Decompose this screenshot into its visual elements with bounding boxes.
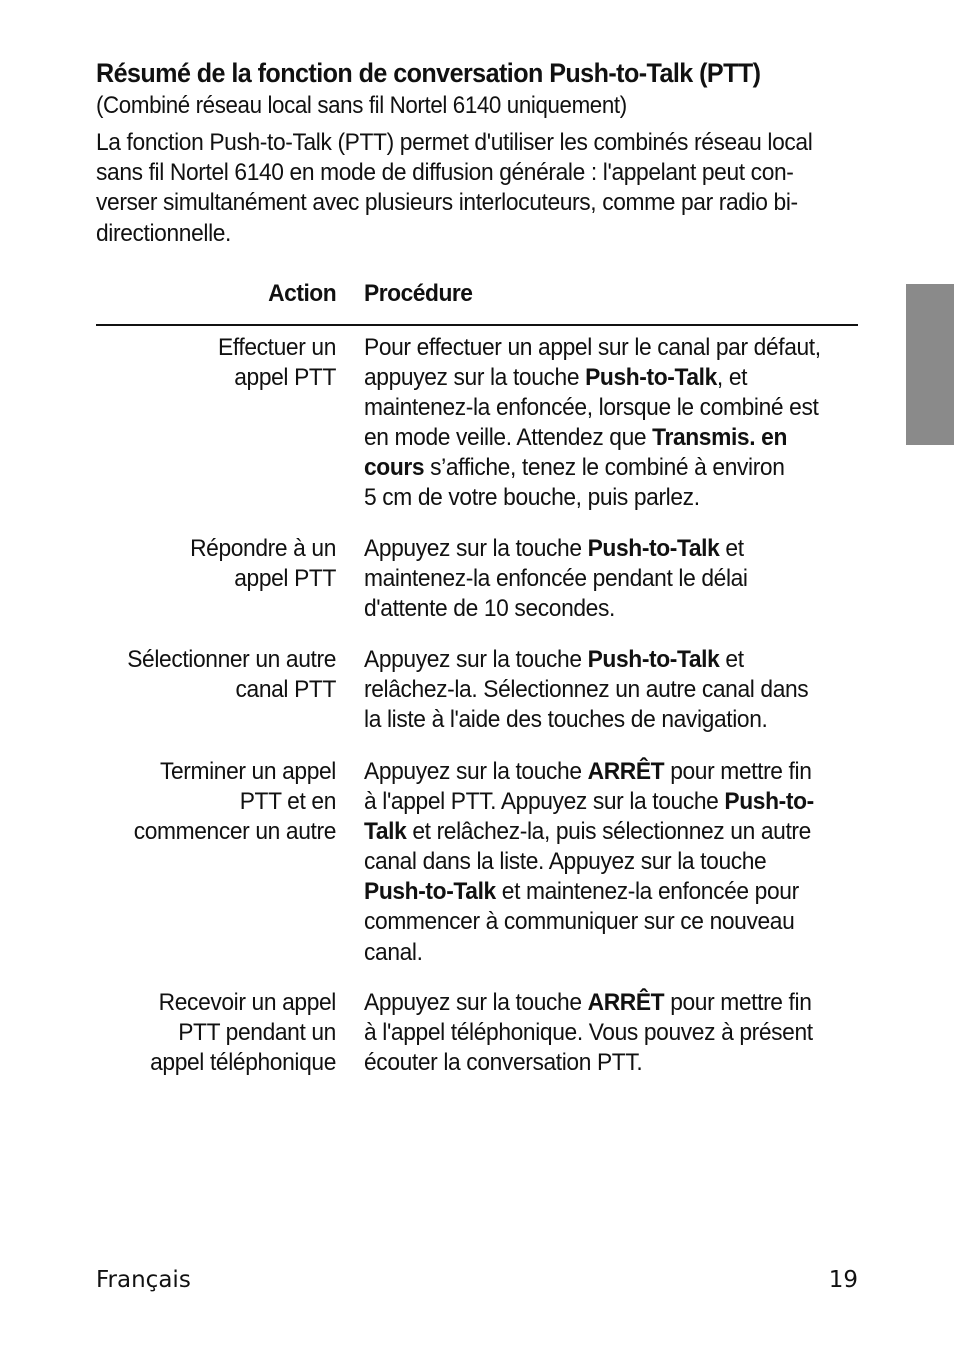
procedure-line xyxy=(364,333,843,363)
table-header xyxy=(96,278,858,312)
procedure-text: et xyxy=(719,646,744,673)
action-line: canal PTT xyxy=(235,676,336,704)
key-name: Talk xyxy=(364,818,407,846)
intro-paragraph xyxy=(96,128,857,249)
key-name: Push-to-Talk xyxy=(585,364,717,392)
action-line: commencer un autre xyxy=(133,818,336,846)
intro-line: verser simultanément avec plusieurs interlocuteurs, comme par radio bi- xyxy=(96,189,798,217)
key-name: cours xyxy=(364,454,425,482)
procedure-line xyxy=(364,938,843,968)
procedure-text: Appuyez sur la touche xyxy=(364,535,588,562)
page-subtitle: (Combiné réseau local sans fil Nortel 6140 uniquement) xyxy=(96,92,627,119)
intro-line: La fonction Push-to-Talk (PTT) permet d'utiliser les combinés réseau local xyxy=(96,129,813,156)
procedure-line xyxy=(364,564,843,594)
procedure-line xyxy=(364,877,843,907)
procedure-line xyxy=(364,847,843,877)
procedure-cell xyxy=(364,333,843,514)
procedure-text: s’affiche, tenez le combiné à environ xyxy=(424,454,785,482)
procedure-text: écouter la conversation PTT. xyxy=(364,1049,643,1077)
section-tab-marker xyxy=(906,284,954,445)
procedure-text: pour mettre fin xyxy=(664,758,812,785)
procedure-line xyxy=(364,594,843,624)
procedure-text: Appuyez sur la touche xyxy=(364,989,588,1016)
action-cell xyxy=(94,645,336,705)
action-cell xyxy=(94,333,336,393)
procedure-line xyxy=(364,1048,843,1078)
procedure-line xyxy=(364,453,843,483)
page-title: Résumé de la fonction de conversation Push-to-Talk (PTT) xyxy=(96,58,761,88)
procedure-text: 5 cm de votre bouche, puis parlez. xyxy=(364,484,700,512)
procedure-text: maintenez-la enfoncée, lorsque le combiné est xyxy=(364,394,819,422)
procedure-text: Pour effectuer un appel sur le canal par défaut, xyxy=(364,334,821,361)
procedure-line xyxy=(364,1018,843,1048)
procedure-line xyxy=(364,393,843,423)
procedure-cell xyxy=(364,534,843,624)
action-line: appel téléphonique xyxy=(150,1049,336,1077)
procedure-text: commencer à communiquer sur ce nouveau xyxy=(364,908,795,936)
procedure-line xyxy=(364,645,843,675)
action-cell xyxy=(94,757,336,847)
procedure-text: canal dans la liste. Appuyez sur la touche xyxy=(364,848,767,876)
procedure-text: , et xyxy=(716,364,748,392)
procedure-cell xyxy=(364,757,843,968)
action-cell xyxy=(94,534,336,594)
procedure-line xyxy=(364,817,843,847)
procedure-text: et maintenez-la enfoncée pour xyxy=(495,878,799,906)
procedure-text: et xyxy=(719,535,744,562)
procedure-text: Appuyez sur la touche xyxy=(364,758,588,785)
procedure-line xyxy=(364,787,843,817)
column-header-procedure: Procédure xyxy=(364,280,473,307)
procedure-line xyxy=(364,705,843,735)
procedure-line xyxy=(364,988,843,1018)
action-line: Sélectionner un autre xyxy=(127,646,336,673)
key-name: ARRÊT xyxy=(587,989,665,1016)
action-line: Terminer un appel xyxy=(159,758,336,785)
key-name: Push-to-Talk xyxy=(587,646,720,673)
procedure-text: d'attente de 10 secondes. xyxy=(364,595,615,623)
procedure-line xyxy=(364,423,843,453)
procedure-text: canal. xyxy=(364,938,423,966)
procedure-text: à l'appel PTT. Appuyez sur la touche xyxy=(364,788,725,816)
intro-line: sans fil Nortel 6140 en mode de diffusion générale : l'appelant peut con- xyxy=(96,159,794,187)
procedure-text: relâchez-la. Sélectionnez un autre canal dans xyxy=(364,676,809,704)
footer-language: Français xyxy=(96,1267,191,1293)
procedure-text: la liste à l'aide des touches de navigation. xyxy=(364,706,768,734)
action-line: appel PTT xyxy=(234,364,336,392)
procedure-cell xyxy=(364,988,843,1078)
procedure-cell xyxy=(364,645,843,735)
procedure-text: et relâchez-la, puis sélectionnez un autre xyxy=(406,818,811,846)
procedure-line xyxy=(364,757,843,787)
key-name: ARRÊT xyxy=(587,758,665,785)
action-line: PTT pendant un xyxy=(178,1019,336,1047)
procedure-text: à l'appel téléphonique. Vous pouvez à présent xyxy=(364,1019,813,1047)
procedure-text: en mode veille. Attendez que xyxy=(364,424,653,452)
key-name: Push-to-Talk xyxy=(587,535,720,562)
action-line: Recevoir un appel xyxy=(158,989,336,1016)
column-header-action: Action xyxy=(267,280,336,307)
action-line: Effectuer un xyxy=(218,334,336,361)
action-cell xyxy=(94,988,336,1078)
header-divider xyxy=(96,324,858,326)
procedure-text: Appuyez sur la touche xyxy=(364,646,588,673)
action-line: Répondre à un xyxy=(190,535,336,562)
procedure-line xyxy=(364,483,843,513)
procedure-line xyxy=(364,534,843,564)
key-name: Transmis. en xyxy=(652,424,788,452)
procedure-text: pour mettre fin xyxy=(664,989,812,1016)
action-line: appel PTT xyxy=(234,565,336,593)
procedure-line xyxy=(364,675,843,705)
procedure-line xyxy=(364,907,843,937)
intro-line: directionnelle. xyxy=(96,219,232,247)
footer-page-number: 19 xyxy=(828,1267,858,1293)
procedure-line xyxy=(364,363,843,393)
key-name: Push-to- xyxy=(724,788,814,816)
procedure-text: appuyez sur la touche xyxy=(364,364,586,392)
key-name: Push-to-Talk xyxy=(364,878,496,906)
procedure-text: maintenez-la enfoncée pendant le délai xyxy=(364,565,748,593)
action-line: PTT et en xyxy=(239,788,336,816)
